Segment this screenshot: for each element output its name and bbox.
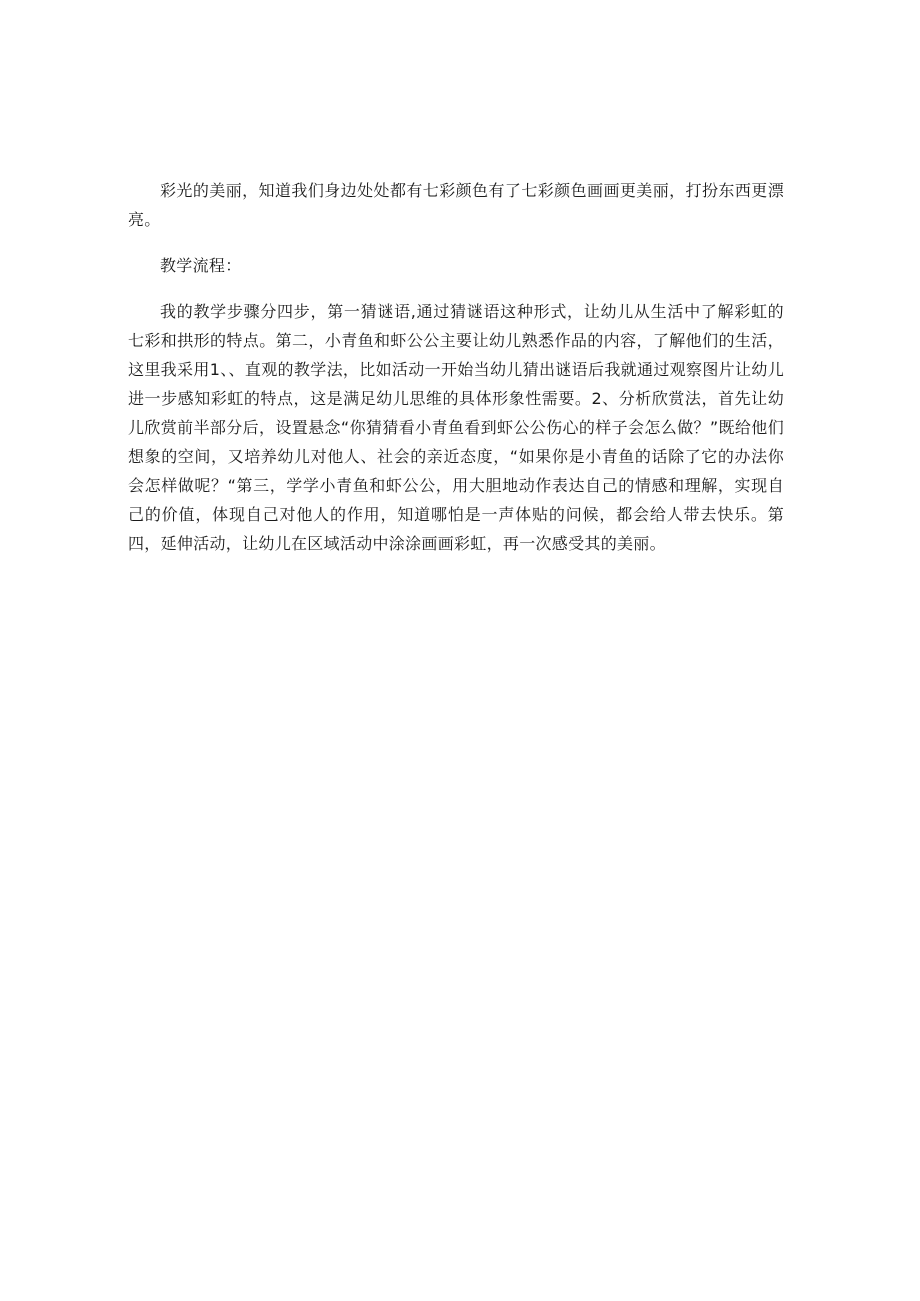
- paragraph-heading-teaching-process: 教学流程：: [160, 256, 242, 275]
- paragraph-teaching-steps: 我的教学步骤分四步，第一猜谜语,通过猜谜语这种形式，让幼儿从生活中了解彩虹的七彩和拱形的特点。第二，小青鱼和虾公公主要让幼儿熟悉作品的内容，了解他们的生活，这里我采用1、、直观的教学法，比如活动一开始当幼儿猜出谜语后我就通过观察图片让幼儿进一步感知彩虹的特点，这是满足幼儿思维的具体形象性需要。2、分析欣赏法，首先让幼儿欣赏前半部分后，设置悬念“你猜猜看小青鱼看到虾公公伤心的样子会怎么做？”既给他们想象的空间，又培养幼儿对他人、社会的亲近态度，“如果你是小青鱼的话除了它的办法你会怎样做呢？“第三，学学小青鱼和虾公公，用大胆地动作表达自己的情感和理解，实现自己的价值，体现自己对他人的作用，知道哪怕是一声体贴的问候，都会给人带去快乐。第四，延伸活动，让幼儿在区域活动中涂涂画画彩虹，再一次感受其的美丽。: [128, 302, 784, 553]
- document-body: [128, 176, 784, 558]
- paragraph-intro: 彩光的美丽，知道我们身边处处都有七彩颜色有了七彩颜色画画更美丽，打扮东西更漂亮。: [128, 181, 784, 229]
